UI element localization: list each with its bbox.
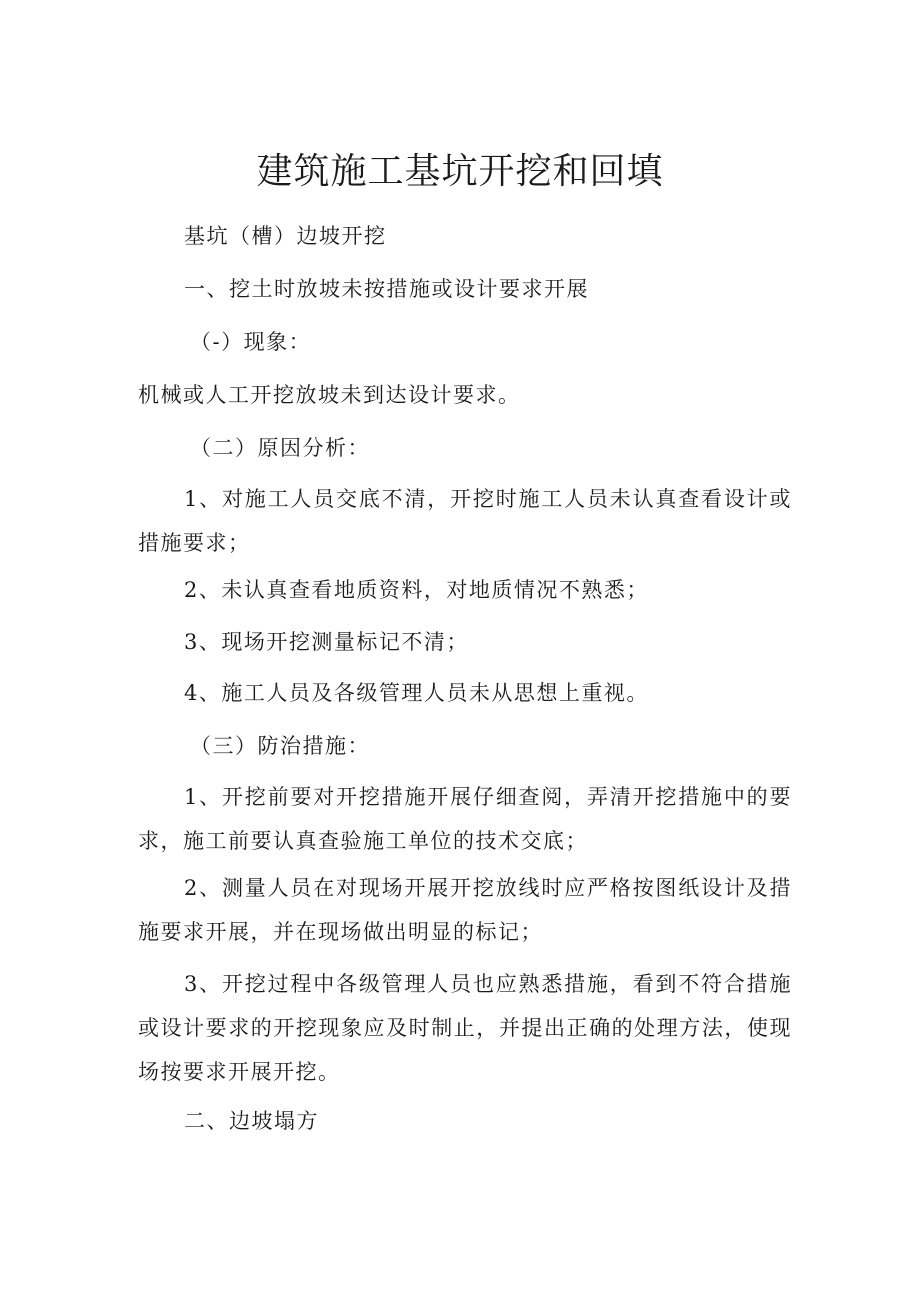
paragraph-phenomenon-text: 机械或人工开挖放坡未到达设计要求。 [138, 383, 521, 407]
paragraph-cause-2: 2、未认真查看地质资料，对地质情况不熟悉； [184, 578, 649, 602]
document-title: 建筑施工基坑开挖和回填 [256, 151, 664, 192]
paragraph-cause-4: 4、施工人员及各级管理人员未从思想上重视。 [184, 681, 649, 705]
paragraph-cause-3: 3、现场开挖测量标记不清； [184, 630, 469, 654]
paragraph-measure-3: 3、开挖过程中各级管理人员也应熟悉措施，看到不符合措施或设计要求的开挖现象应及时制止，并提出正确的处理方法，使现场按要求开展开挖。 [138, 972, 792, 1084]
paragraph-heading-1: 一、挖土时放坡未按措施或设计要求开展 [184, 277, 589, 301]
paragraph-heading-2: 二、边坡塌方 [184, 1109, 319, 1133]
paragraph-section-heading: 基坑（槽）边坡开挖 [184, 224, 387, 248]
paragraph-measure-1: 1、开挖前要对开挖措施开展仔细查阅，弄清开挖措施中的要求，施工前要认真查验施工单位的技术交底； [138, 785, 792, 853]
paragraph-subheading-measures: （三）防治措施： [190, 734, 370, 758]
paragraph-subheading-phenomenon: （-）现象： [190, 330, 312, 354]
paragraph-cause-1: 1、对施工人员交底不清，开挖时施工人员未认真查看设计或措施要求； [138, 487, 792, 555]
paragraph-measure-2: 2、测量人员在对现场开展开挖放线时应严格按图纸设计及措施要求开展，并在现场做出明显的标记； [138, 876, 792, 944]
paragraph-subheading-cause: （二）原因分析： [190, 436, 370, 460]
